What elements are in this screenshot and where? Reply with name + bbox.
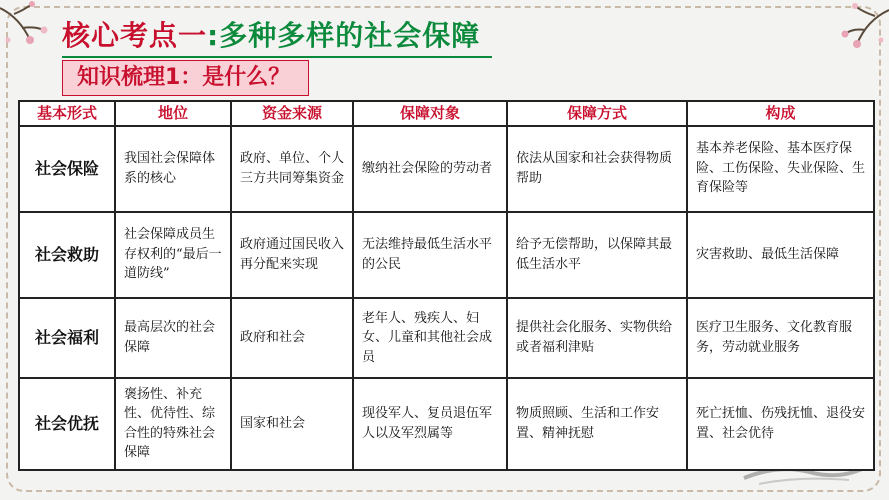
- table-cell: 灾害救助、最低生活保障: [687, 212, 874, 298]
- page-title-rest: :多种多样的社会保障: [207, 19, 481, 52]
- table-cell: 无法维持最低生活水平的公民: [353, 212, 507, 298]
- row-header: 社会救助: [19, 212, 115, 298]
- row-header: 社会福利: [19, 298, 115, 378]
- social-security-table: [18, 100, 875, 471]
- table-cell: 现役军人、复员退伍军人以及军烈属等: [353, 378, 507, 470]
- table-row: [19, 298, 874, 378]
- row-header: 社会优抚: [19, 378, 115, 470]
- table-header-row: [19, 101, 874, 126]
- table-cell: 政府通过国民收入再分配来实现: [231, 212, 353, 298]
- table-cell: 提供社会化服务、实物供给或者福利津贴: [507, 298, 687, 378]
- table-cell: 缴纳社会保险的劳动者: [353, 126, 507, 212]
- column-header: 保障方式: [507, 101, 687, 126]
- table-cell: 政府和社会: [231, 298, 353, 378]
- title-underline: [62, 56, 492, 58]
- table-cell: 物质照顾、生活和工作安置、精神抚慰: [507, 378, 687, 470]
- table-row: [19, 378, 874, 470]
- plum-blossom-decoration-left: [0, 0, 70, 70]
- table-cell: 社会保障成员生存权利的“最后一道防线”: [115, 212, 231, 298]
- table-cell: 依法从国家和社会获得物质帮助: [507, 126, 687, 212]
- column-header: 基本形式: [19, 101, 115, 126]
- table-row: [19, 126, 874, 212]
- table-cell: 医疗卫生服务、文化教育服务，劳动就业服务: [687, 298, 874, 378]
- table-cell: 老年人、残疾人、妇女、儿童和其他社会成员: [353, 298, 507, 378]
- column-header: 地位: [115, 101, 231, 126]
- table-cell: 政府、单位、个人三方共同筹集资金: [231, 126, 353, 212]
- table-cell: 最高层次的社会保障: [115, 298, 231, 378]
- column-header: 资金来源: [231, 101, 353, 126]
- plum-blossom-decoration-right: [819, 0, 889, 70]
- table-cell: 死亡抚恤、伤残抚恤、退役安置、社会优待: [687, 378, 874, 470]
- table-cell: 褒扬性、补充性、优待性、综合性的特殊社会保障: [115, 378, 231, 470]
- section-subtitle: 知识梳理1：是什么？: [62, 60, 309, 96]
- page-title-prefix: 核心考点一: [62, 19, 208, 52]
- table-row: [19, 212, 874, 298]
- table-cell: 国家和社会: [231, 378, 353, 470]
- table-cell: 我国社会保障体系的核心: [115, 126, 231, 212]
- column-header: 保障对象: [353, 101, 507, 126]
- row-header: 社会保险: [19, 126, 115, 212]
- table-cell: 给予无偿帮助，以保障其最低生活水平: [507, 212, 687, 298]
- page-title: [62, 18, 480, 54]
- table-cell: 基本养老保险、基本医疗保险、工伤保险、失业保险、生育保险等: [687, 126, 874, 212]
- column-header: 构成: [687, 101, 874, 126]
